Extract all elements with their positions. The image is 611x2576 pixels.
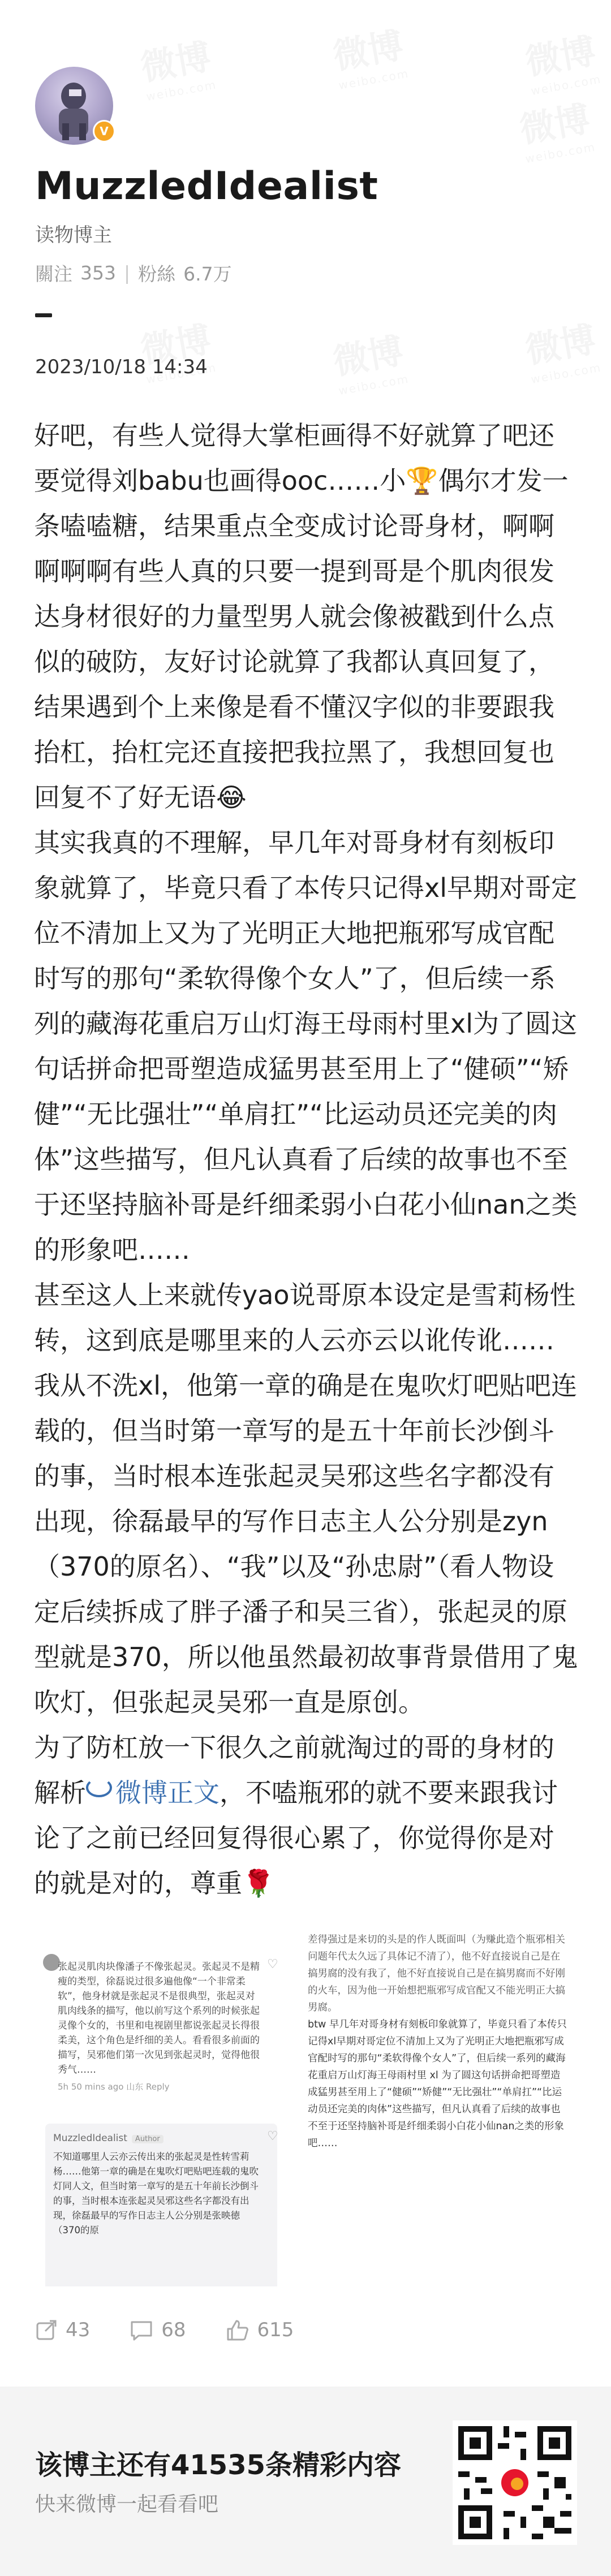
post-paragraph: 为了防杠放一下很久之前就淘过的哥的身材的解析 微博正文，不嗑瓶邪的就不要来跟我讨论了之前已经回复得很心累了，你觉得你是对的就是对的，尊重🌹: [34, 1732, 558, 1898]
footer-headline: 该博主还有41535条精彩内容: [35, 2449, 401, 2481]
like-button[interactable]: [226, 2319, 294, 2341]
screenshot-reply: MuzzledIdealist Author 不知道哪里人云亦云传出来的张起灵是性转雪莉杨……他第一章的确是在鬼吹灯吧贴吧连载的鬼吹灯同人文，但当时第一章写的是五十年前长沙倒斗的事，当时根本连张起灵吴邪这些名字都没有出现，徐磊最早的写作日志主人公分别是张映徳（370的原: [45, 2124, 277, 2286]
heart-icon: ♡: [267, 2129, 278, 2143]
post-paragraph: 好吧，有些人觉得大掌柜画得不好就算了吧还要觉得刘babu也画得ooc……小🏆偶尔才发一条嗑嗑糖，结果重点全变成讨论哥身材，啊啊啊啊啊有些人真的只要一提到哥是个肌肉很发达身材很好的力量型男人就会像被戳到什么点似的破防，友好讨论就算了我都认真回复了，结果遇到个上来像是看不懂汉字似的非要跟我抬杠，抬杠完还直接把我拉黑了，我想回复也回复不了好无语😂: [34, 420, 569, 813]
screenshot-text: btw 早几年对哥身材有刻板印象就算了，毕竟只看了本传只记得xl早期对哥定位不清加上又为了光明正大地把瓶邪写成官配时写的那句“柔软得像个女人”了，但后续一系列的藏海花重启万山灯海王母雨村里 xl 为了圆这句话拼命把哥塑造成猛男甚至用上了“健硕”“矫健”“无比强壮”“单肩扛”“比运动员还完美的肉体”这些描写，但凡认真看了后续的故事也不至于还坚持脑补哥是纤细柔弱小白花小仙nan之类的形象吧……: [308, 2019, 567, 2149]
attached-screenshot[interactable]: [35, 1931, 575, 2286]
username[interactable]: MuzzledIdealist: [35, 164, 378, 209]
thumbs-up-icon: [226, 2319, 249, 2341]
weibo-article-link[interactable]: 微博正文: [86, 1777, 220, 1808]
following-count[interactable]: 353: [80, 262, 116, 284]
repost-button[interactable]: [35, 2319, 90, 2341]
screenshot-left-panel: [35, 1931, 292, 2286]
stats-divider: |: [124, 262, 131, 284]
fans-count[interactable]: 6.7万: [183, 263, 232, 285]
comment-button[interactable]: [130, 2319, 186, 2341]
avatar[interactable]: [35, 67, 113, 145]
post-content: [34, 413, 580, 1906]
footer-subline: 快来微博一起看看吧: [35, 2493, 219, 2516]
post-paragraph: 甚至这人上来就传yao说哥原本设定是雪莉杨性转，这到底是哪里来的人云亦云以讹传讹……我从不洗xl，他第一章的确是在鬼吹灯吧贴吧连载的，但当时第一章写的是五十年前长沙倒斗的事，当时根本连张起灵吴邪这些名字都没有出现，徐磊最早的写作日志主人公分别是zyn（370的原名）、“我”以及“孙忠尉”（看人物设定后续拆成了胖子潘子和吴三省），张起灵的原型就是370，所以他虽然最初故事背景借用了鬼吹灯，但张起灵吴邪一直是原创。: [34, 1280, 578, 1718]
like-count: 615: [257, 2319, 294, 2341]
screenshot-comment: 张起灵肌肉块像潘子不像张起灵。张起灵不是精瘦的类型，徐磊说过很多遍他像“一个非常柔软”，他身材就是张起灵不是很典型，张起灵对肌肉线条的描写，他以前写这个系列的时候张起灵像个女的，书里和电视剧里都说张起灵长得很柔美，这个角色是纤细的美人。看看很多前面的描写，吴邪他们第一次见到张起灵时，觉得他很秀气…… 5h 50 mins ago 山东 Reply: [58, 1961, 260, 2092]
verified-badge-icon: V: [93, 120, 115, 143]
user-role: 读物博主: [35, 224, 112, 247]
qr-code-icon[interactable]: [453, 2420, 577, 2545]
post-paragraph: 其实我真的不理解，早几年对哥身材有刻板印象就算了，毕竟只看了本传只记得xl早期对哥定位不清加上又为了光明正大地把瓶邪写成官配时写的那句“柔软得像个女人”了，但后续一系列的藏海花重启万山灯海王母雨村里xl为了圆这句话拼命把哥塑造成猛男甚至用上了“健硕”“矫健”“无比强壮”“单肩扛”“比运动员还完美的肉体”这些描写，但凡认真看了后续的故事也不至于还坚持脑补哥是纤细柔弱小白花小仙nan之类的形象吧……: [34, 827, 578, 1265]
action-bar: [35, 2313, 578, 2347]
heart-icon: ♡: [267, 1957, 278, 1971]
repost-count: 43: [66, 2319, 91, 2341]
following-label: 關注: [35, 263, 72, 285]
comment-icon: [130, 2319, 153, 2341]
screenshot-right-panel: [301, 1931, 575, 2286]
comment-count: 68: [161, 2319, 186, 2341]
screenshot-text: 差得强过是来切的头是的作人既面叫（为赚此造个瓶邪相关问题年代太久远了具体记不清了），他不好直接说自己是在搞男腐的没有我了，他不好直接说自己是在搞男腐而不好刚的火车，因为他一开始想把瓶邪写成官配又不能光明正大搞男腐。: [308, 1934, 565, 2013]
post-date: 2023/10/18 14:34: [35, 356, 208, 378]
profile-header: [35, 67, 578, 378]
fans-label: 粉絲: [138, 263, 176, 285]
link-icon: [86, 1778, 112, 1797]
footer-promo[interactable]: [0, 2387, 611, 2576]
user-stats: [35, 260, 578, 286]
divider: [35, 313, 52, 317]
repost-icon: [35, 2319, 58, 2341]
